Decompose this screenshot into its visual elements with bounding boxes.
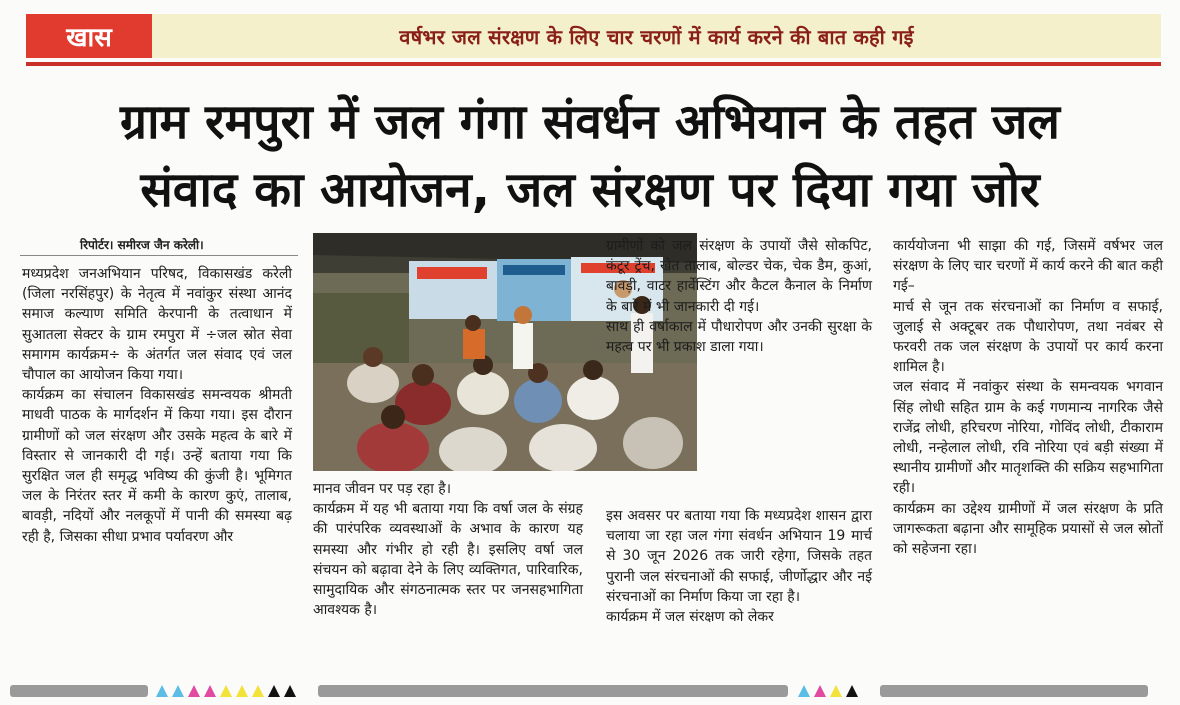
registration-mark: [814, 685, 826, 697]
registration-mark: [204, 685, 216, 697]
registration-mark: [188, 685, 200, 697]
article-column-2: [313, 479, 583, 620]
top-banner: [26, 14, 1161, 60]
article-column-3-bottom: [606, 506, 872, 627]
registration-mark: [846, 685, 858, 697]
article-column-1: [22, 264, 292, 547]
paragraph: कार्यक्रम का संचालन विकासखंड समन्वयक श्रीमती माधवी पाठक के मार्गदर्शन में किया गया। इस दौरान ग्रामीणों को जल संरक्षण और उसके महत्व के बारे में विस्तार से जानकारी दी गई। उन्हें बताया गया कि सुरक्षित जल ही समृद्ध भविष्य की कुंजी है। भूमिगत जल के निरंतर स्तर में कमी के कारण कुएं, तालाब, बावड़ी, नदियों और नलकूपों में पानी की समस्या बढ़ रही है, जिसका सीधा प्रभाव पर्यावरण और: [22, 387, 292, 545]
headline-line-1: ग्राम रमपुरा में जल गंगा संवर्धन अभियान के तहत जल: [120, 94, 1060, 150]
registration-bar: [318, 685, 788, 697]
registration-mark: [830, 685, 842, 697]
registration-mark: [268, 685, 280, 697]
registration-mark: [798, 685, 810, 697]
registration-mark: [252, 685, 264, 697]
paragraph: कार्ययोजना भी साझा की गई, जिसमें वर्षभर जल संरक्षण के लिए चार चरणों में कार्य करने की बात कही गई–: [893, 238, 1163, 295]
paragraph: साथ ही वर्षाकाल में पौधारोपण और उनकी सुरक्षा के महत्व पर भी प्रकाश डाला गया।: [606, 318, 872, 356]
header-rule: [26, 62, 1161, 66]
paragraph: इस अवसर पर बताया गया कि मध्यप्रदेश शासन द्वारा चलाया जा रहा जल गंगा संवर्धन अभियान 19 मार्च से 30 जून 2026 तक जारी रहेगा, जिसके तहत पुरानी जल संरचनाओं की सफाई, जीर्णोद्धार और नई संरचनाओं का निर्माण किया जा रहा है।: [606, 508, 872, 605]
registration-mark: [156, 685, 168, 697]
byline: रिपोर्टर। समीरज जैन करेली।: [80, 238, 204, 252]
print-registration-strip: [0, 683, 1180, 699]
registration-mark: [236, 685, 248, 697]
paragraph: कार्यक्रम का उद्देश्य ग्रामीणों में जल संरक्षण के प्रति जागरूकता बढ़ाना और सामूहिक प्रयासों से जल स्रोतों को सहेजना रहा।: [893, 500, 1163, 558]
registration-bar: [880, 685, 1148, 697]
registration-mark: [284, 685, 296, 697]
registration-bar: [10, 685, 148, 697]
byline-rule: [20, 255, 298, 256]
paragraph: कार्यक्रम में जल संरक्षण को लेकर: [606, 609, 774, 626]
paragraph: मध्यप्रदेश जनअभियान परिषद, विकासखंड करेली (जिला नरसिंहपुर) के नेतृत्व में नवांकुर संस्था आनंद समाज कल्याण समिति केरपानी के तत्वाधान में सुआतला सेक्टर के ग्राम रमपुरा में ÷जल स्रोत सेवा समागम कार्यक्रम÷ के अंतर्गत जल संवाद एवं जल चौपाल का आयोजन किया गया।: [22, 266, 292, 384]
kicker-line: वर्षभर जल संरक्षण के लिए चार चरणों में कार्य करने की बात कही गई: [152, 14, 1161, 58]
paragraph: कार्यक्रम में यह भी बताया गया कि वर्षा जल के संग्रह की पारंपरिक व्यवस्थाओं के अभाव के कारण यह समस्या और गंभीर हो रही है। इसलिए वर्षा जल संचयन को बढ़ावा देने के लिए व्यक्तिगत, पारिवारिक, सामुदायिक और संगठनात्मक स्तर पर जनसहभागिता आवश्यक है।: [313, 501, 583, 619]
headline-line-2: संवाद का आयोजन, जल संरक्षण पर दिया गया जोर: [140, 162, 1040, 218]
article-column-4: [893, 236, 1163, 559]
paragraph: जल संवाद में नवांकुर संस्था के समन्वयक भगवान सिंह लोधी सहित ग्राम के कई गणमान्य नागरिक जैसे राजेंद्र लोधी, हरिचरण नोरिया, गोविंद लोधी, टीकाराम लोधी, नन्हेलाल लोधी, रवि नोरिया एवं बड़ी संख्या में स्थानीय ग्रामीणों और मातृशक्ति की सक्रिय सहभागिता रही।: [893, 379, 1163, 497]
paragraph: मानव जीवन पर पड़ रहा है।: [313, 481, 452, 497]
paragraph: मार्च से जून तक संरचनाओं का निर्माण व सफाई, जुलाई से अक्टूबर तक पौधारोपण, तथा नवंबर से फरवरी तक जल संरक्षण के उपायों पर कार्य करना शामिल है।: [893, 298, 1163, 376]
registration-mark: [172, 685, 184, 697]
section-tag: खास: [26, 14, 152, 58]
article-column-3: [606, 236, 872, 357]
registration-mark: [220, 685, 232, 697]
paragraph: ग्रामीणों को जल संरक्षण के उपायों जैसे सोकपिट, कंटूर ट्रेंच, खेत तालाब, बोल्डर चेक, चेक डैम, कुआं, बावड़ी, वाटर हार्वेस्टिंग और कैटल कैनाल के निर्माण के बारे में भी जानकारी दी गई।: [606, 238, 872, 315]
